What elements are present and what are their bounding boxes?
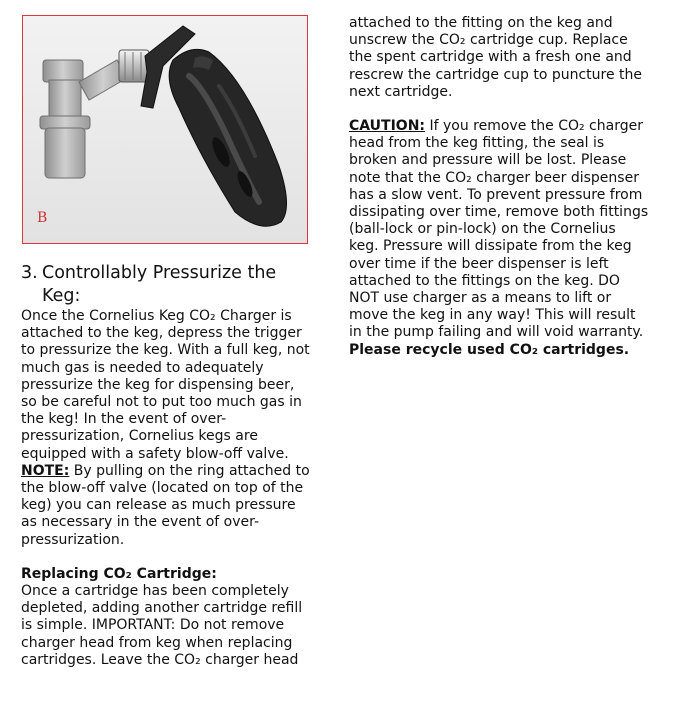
replacing-continued: attached to the fitting on the keg and unscrew the CO₂ cartridge cup. Replace the spent cartridge with a fresh one and rescrew the cartridge cup to puncture the next cartridge. [349, 15, 643, 100]
section-title-line1: Controllably Pressurize the [42, 263, 277, 283]
caution-text: If you remove the CO₂ charger head from the keg fitting, the seal is broken and pressure will be lost. Please note that the CO₂ charger beer dispenser has a slow vent. To prevent pressure from dissipating over time, remove both fittings (ball-lock or pin-lock) on the Cornelius keg. Pressure will dissipate from the keg over time if the beer dispenser is left attached to the fittings on the keg. DO NOT use charger as a means to lift or move the keg in any way! This will result in the pump failing and will void warranty. [349, 118, 649, 341]
recycle-note: Please recycle used CO₂ cartridges. [349, 341, 630, 358]
left-column [21, 262, 313, 669]
note-text: By pulling on the ring attached to the blow-off valve (located on top of the keg) you can release as much pressure as necessary in the event of over-pressurization. [21, 462, 310, 548]
caution-paragraph [349, 118, 649, 359]
right-column [349, 15, 649, 359]
intro-text: Once the Cornelius Keg CO₂ Charger is attached to the keg, depress the trigger to pressurize the keg. With a full keg, not much gas is needed to adequately pressurize the keg for dispensing beer, so be careful not to put too much gas in the keg! In the event of over-pressurization, Cornelius kegs are equipped with a safety blow-off valve. [21, 308, 310, 462]
replacing-heading: Replacing CO₂ Cartridge: [21, 565, 217, 582]
product-photo [22, 15, 308, 244]
note-label: NOTE: [21, 462, 70, 479]
co2-charger-illustration [23, 16, 308, 244]
section-title-line2: Keg: [42, 286, 81, 306]
replacing-text: Once a cartridge has been completely depleted, adding another cartridge refill is simple. IMPORTANT: Do not remove charger head from keg when replacing cartridges. Leave the CO₂ charger head [21, 583, 303, 668]
replacing-paragraph [21, 566, 313, 669]
caution-label: CAUTION: [349, 118, 426, 135]
section-number: 3. [21, 263, 38, 283]
section-heading [21, 262, 313, 308]
intro-paragraph [21, 308, 313, 549]
figure-label: B [37, 210, 48, 226]
